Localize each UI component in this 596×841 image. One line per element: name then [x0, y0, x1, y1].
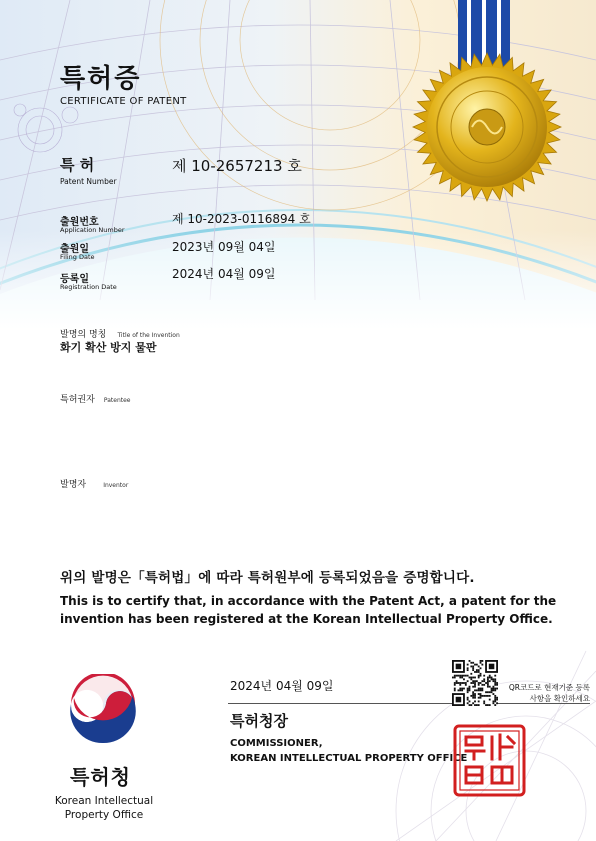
gold-seal-icon	[412, 52, 562, 202]
application-number-label: 출원번호	[60, 217, 99, 228]
filing-date-label: 출원일	[60, 244, 89, 255]
filing-date-value: 2023년 09월 04일	[172, 240, 276, 254]
certificate-title: 특허증	[60, 64, 142, 94]
certification-statement-ko: 위의 발명은「특허법」에 따라 특허원부에 등록되었음을 증명합니다.	[60, 570, 475, 586]
agency-name-en: Korean Intellectual Property Office	[54, 795, 154, 821]
red-seal-icon	[452, 723, 527, 798]
patent-number-label-en: Patent Number	[60, 177, 117, 186]
signer-title-en-line2: KOREAN INTELLECTUAL PROPERTY OFFICE	[230, 753, 468, 764]
application-number-value: 제 10-2023-0116894 호	[172, 212, 311, 226]
signer-title-ko: 특허청장	[230, 712, 288, 730]
registration-date-label-en: Registration Date	[60, 283, 117, 291]
filing-date-label-en: Filing Date	[60, 253, 95, 261]
patent-number-label: 특 허	[60, 156, 95, 174]
inventor-label	[60, 472, 128, 491]
invention-title: 화기 확산 방지 물판	[60, 341, 157, 354]
qr-code-note: QR코드로 현재기준 등록사항을 확인하세요	[508, 683, 590, 703]
qr-code-icon[interactable]	[452, 660, 498, 706]
signer-title-en-line1: COMMISSIONER,	[230, 738, 323, 749]
application-number-label-en: Application Number	[60, 226, 125, 234]
agency-name-ko: 특허청	[70, 765, 131, 789]
patent-number-value: 제 10-2657213 호	[172, 157, 302, 175]
inventor-label-ko: 발명자	[60, 480, 87, 490]
invention-label-en: Title of the Invention	[117, 332, 180, 339]
registration-date-label: 등록일	[60, 274, 89, 285]
patentee-label	[60, 387, 130, 406]
certificate-subtitle: CERTIFICATE OF PATENT	[60, 96, 187, 107]
invention-label-ko: 발명의 명칭	[60, 330, 107, 340]
patentee-label-ko: 특허권자	[60, 395, 95, 405]
bottom-background-pattern	[296, 611, 596, 841]
certification-statement-en: This is to certify that, in accordance with the Patent Act, a patent for the invention has been registered at the Korean Intellectual Property Office.	[60, 594, 557, 626]
inventor-label-en: Inventor	[103, 482, 129, 489]
registration-date-value: 2024년 04월 09일	[172, 267, 276, 281]
patentee-label-en: Patentee	[103, 397, 131, 404]
taegeuk-logo-icon	[66, 674, 140, 748]
issue-date: 2024년 04월 09일	[230, 679, 334, 693]
